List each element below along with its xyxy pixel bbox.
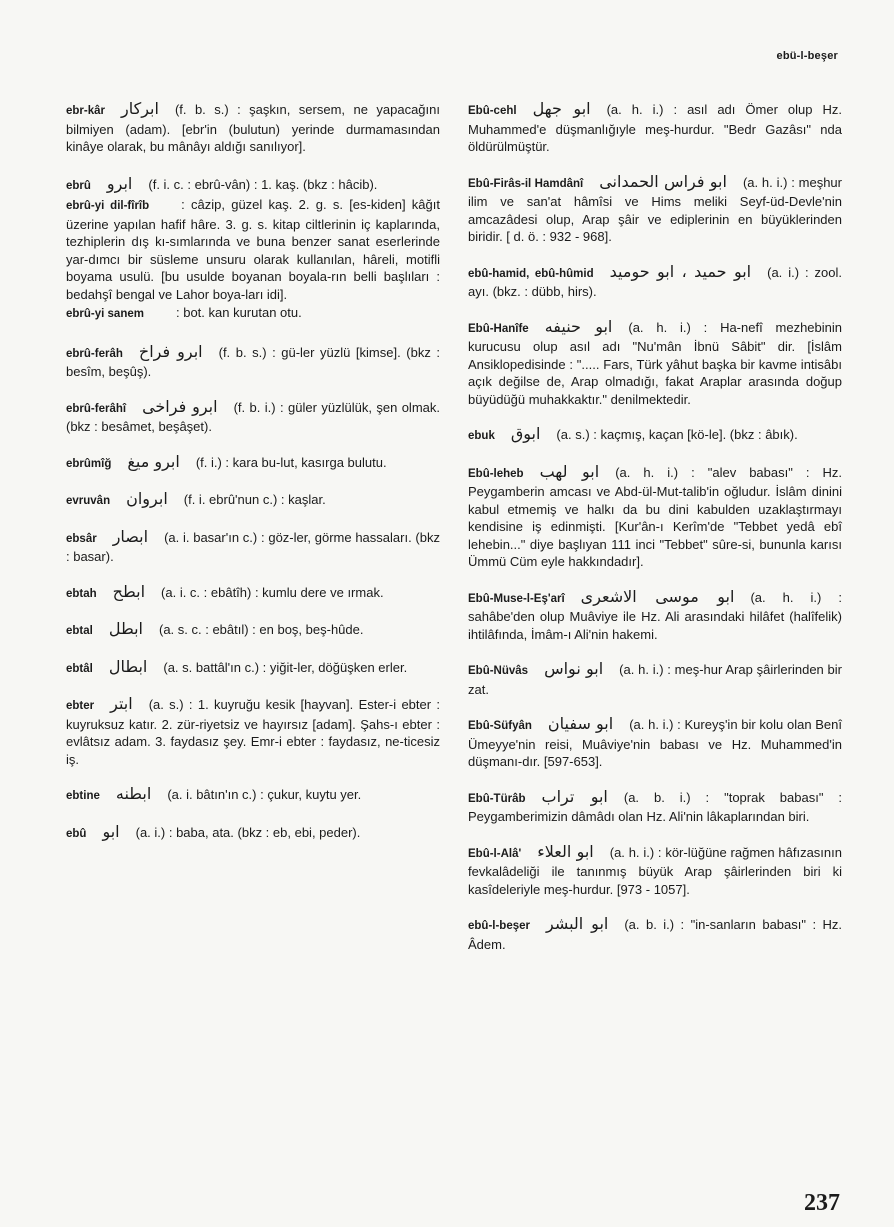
dictionary-entry — [468, 588, 842, 644]
entry-arabic-script: ابو سفيان — [547, 714, 614, 733]
dictionary-entry — [468, 788, 842, 826]
entry-definition: (a. i.) : baba, ata. (bkz : eb, ebi, peder). — [135, 824, 361, 840]
entry-headword: ebsâr — [66, 532, 97, 545]
entry-headword: ebrûmîğ — [66, 457, 112, 470]
entry-headword: ebr-kâr — [66, 105, 105, 117]
entry-definition: (a. i. bâtın'ın c.) : çukur, kuytu yer. — [167, 787, 362, 802]
entry-headword: ebter — [66, 700, 95, 712]
entry-headword: ebrû-ferâhî — [66, 402, 127, 415]
entry-definition: (a. s.) : kaçmış, kaçan [kö-le]. (bkz : âbık). — [556, 427, 798, 442]
entry-arabic-script: ابرو فراخ — [138, 341, 203, 361]
dictionary-entry — [468, 715, 842, 771]
entry-headword: ebtal — [66, 625, 93, 637]
entry-headword: ebû-l-beşer — [468, 920, 530, 932]
entry-arabic-script: ابوق — [510, 424, 541, 443]
entry-definition: (a. h. i.) : sahâbe'den olup Muâviye ile Hz. Ali arasındaki hilâfet (halîfelik) ihtilâfında, İmâm-ı Ali'nin hakemi. — [468, 589, 842, 642]
entry-definition: (a. h. i.) : meşhur ilim ve san'at hâmîsi ve Hims meliki Seyf-üd-Devle'nin amcazâdesi olup, Arap şâir ve ediplerinin en büyüklerinden biridir. [ d. ö. : 932 - 968]. — [468, 174, 842, 244]
entry-arabic-script: ابصار — [112, 526, 149, 546]
dictionary-entry — [66, 583, 440, 604]
entry-arabic-script: ابو فراس الحمدانى — [599, 171, 727, 191]
entry-definition: (f. i. c. : ebrû-vân) : 1. kaş. (bkz : hâcib). — [148, 176, 378, 192]
entry-arabic-script: ابو البشر — [546, 914, 609, 933]
entry-arabic-script: ابو العلاء — [537, 841, 594, 861]
entry-headword: ebû — [66, 827, 87, 840]
entry-arabic-script: ابطل — [108, 619, 143, 638]
entry-definition: : bot. kan kurutan otu. — [175, 305, 302, 320]
entry-definition: (a. h. i.) : Ha-nefî mezhebinin kurucusu olup asıl adı "Nu'mân İbnü Sâbit" dir. [İslâm Ansiklopedisinde : "..... Fars, Türk yâhut başka bir kavme intisâbı açık değilse de, Arap olmadığı, fakat Araplar arasında doğup büyüdüğü muhakkaktır." denilmektedir. — [468, 319, 842, 407]
entry-headword: ebû-hamid, ebû-hûmid — [468, 267, 594, 280]
entry-definition: (a. h. i.) : meş-hur Arap şâirlerinden bir zat. — [468, 662, 842, 697]
dictionary-entry — [468, 915, 842, 953]
entry-definition: (a. s. c. : ebâtıl) : en boş, beş-hûde. — [158, 622, 364, 637]
dictionary-entry — [66, 620, 440, 641]
dictionary-entry — [468, 173, 842, 246]
dictionary-entry — [468, 463, 842, 571]
entry-arabic-script: ابطح — [112, 581, 146, 601]
entry-definition: (a. b. i.) : "in-sanların babası" : Hz. Âdem. — [468, 917, 843, 952]
dictionary-entry — [468, 425, 842, 446]
entry-definition: (a. s. battâl'ın c.) : yiğit-ler, döğüşken erler. — [163, 659, 408, 675]
entry-definition: : câzip, güzel kaş. 2. g. s. [es-kiden] kâğıt üzerine yapılan hafif hâre. 3. g. s. kitap ciltlerinin iç kaplarında, tezhiplerin dış kı-sımlarında ve buna benzer sanat eserlerinde yar-dımcı bir süsleme unsuru olarak kullanılan, hâreli, motifli boyama usulü. [bu usulde boyanan boyala-rın belli başlıları : bedahşî bengal ve Lahor boya-ları idi]. — [66, 197, 440, 302]
entry-definition: (a. s.) : 1. kuyruğu kesik [hayvan]. Ester-i ebter : kuyruksuz katır. 2. zür-riyetsiz ve hayırsız [adam]. Şahs-ı ebter : evlâtsız adam. 3. faydasız şey. Emr-i ebter : faydasız, ne-ticesiz iş. — [66, 697, 440, 767]
running-head: ebü-l-beşer — [776, 50, 838, 62]
entry-arabic-script: ابو تراب — [541, 786, 608, 806]
entry-headword: ebrû-yi sanem — [66, 308, 144, 320]
entry-headword: Ebû-cehl — [468, 105, 517, 117]
dictionary-entry — [66, 823, 440, 844]
entry-arabic-script: ابو لهب — [539, 461, 600, 481]
entry-definition: (f. b. s.) : şaşkın, sersem, ne yapacağını bilmiyen (adam). [ebr'in (bulutun) yerinde durmamasından kinâye olarak, bu mânâyı aldığı sanılıyor]. — [66, 102, 440, 154]
entry-arabic-script: ابو جهل — [532, 99, 591, 118]
entry-headword: ebrû-yi dil-fîrîb — [66, 200, 150, 212]
left-column — [66, 100, 440, 843]
entry-definition: (a. h. i.) : asıl adı Ömer olup Hz. Muhammed'e düşmanlığıyle meş-hurdur. "Bedr Gazâsı" nda öldürülmüştür. — [468, 102, 842, 154]
entry-arabic-script: ابتر — [110, 694, 133, 713]
entry-headword: Ebû-Süfyân — [468, 720, 532, 732]
dictionary-entry — [468, 100, 842, 156]
entry-headword: Ebû-leheb — [468, 467, 524, 480]
entry-headword: ebtah — [66, 587, 97, 600]
dictionary-entry — [66, 303, 440, 324]
dictionary-entry — [66, 695, 440, 768]
dictionary-entry — [66, 343, 440, 381]
entry-arabic-script: ابو نواس — [544, 659, 604, 678]
dictionary-entry — [66, 100, 440, 156]
dictionary-entry — [66, 453, 440, 474]
entry-definition: (a. i. c. : ebâtîh) : kumlu dere ve ırmak. — [161, 584, 384, 600]
entry-headword: ebtine — [66, 790, 100, 802]
entry-definition: (a. i. basar'ın c.) : göz-ler, görme hassaları. (bkz : basar). — [66, 529, 440, 564]
entry-arabic-script: ابو حميد ، ابو حوميد — [609, 261, 752, 281]
entry-headword: Ebû-Firâs-il Hamdânî — [468, 177, 584, 190]
entry-arabic-script: ابو حنيفه — [544, 316, 613, 336]
entry-definition: (a. i.) : zool. ayı. (bkz. : dübb, hirs). — [468, 264, 842, 299]
entry-headword: ebrû — [66, 179, 91, 192]
dictionary-entry — [66, 528, 440, 566]
dictionary-entry — [66, 175, 440, 196]
entry-arabic-script: ابرو فراخى — [142, 396, 218, 416]
entry-definition: (a. h. i.) : "alev babası" : Hz. Peygamberin amcası ve Abd-ül-Mut-talib'in oğludur. İslâm dinini kabul etmemiş ve halkı da bu dini kabulden uzaklaştırmayı kendisine iş edinmişti. [Kur'ân-ı Kerîm'de "Tebbet yedâ ebî lehebin..." diye başlıyan 111 inci "Tebbet" sûre-si, bununla karısı Ümmü Cüm eyle hakkındadır]. — [468, 464, 842, 569]
entry-arabic-script: ابو موسى الاشعرى — [580, 586, 735, 606]
page-number: 237 — [804, 1190, 840, 1216]
entry-arabic-script: ابروان — [126, 489, 168, 508]
entry-headword: Ebû-l-Alâ' — [468, 847, 522, 860]
dictionary-entry — [66, 398, 440, 436]
entry-arabic-script: ابو — [102, 821, 120, 841]
right-column — [468, 100, 842, 953]
entry-definition: (f. i. ebrû'nun c.) : kaşlar. — [183, 492, 326, 507]
entry-definition: (a. b. i.) : "toprak babası" : Peygamberimizin dâmâdı olan Hz. Ali'nin lâkaplarından biri. — [468, 789, 842, 824]
entry-arabic-script: ابطال — [108, 656, 148, 676]
entry-definition: (f. b. i.) : güler yüzlülük, şen olmak. (bkz : besâmet, beşâşet). — [66, 399, 440, 434]
dictionary-entry — [468, 263, 842, 301]
dictionary-entry — [66, 785, 440, 806]
entry-headword: evruvân — [66, 495, 111, 507]
entry-definition: (a. h. i.) : Kureyş'in bir kolu olan Benî Ümeyye'nin reisi, Muâviye'nin babası ve Hz. Muhammed'in düşmanı-dır. [597-653]. — [468, 717, 843, 769]
entry-headword: ebtâl — [66, 662, 93, 675]
entry-headword: Ebû-Türâb — [468, 792, 526, 805]
entry-headword: Ebû-Hanîfe — [468, 322, 529, 335]
dictionary-entry — [66, 195, 440, 303]
dictionary-entry — [66, 490, 440, 511]
entry-headword: ebuk — [468, 430, 495, 442]
entry-definition: (f. i.) : kara bu-lut, kasırga bulutu. — [195, 454, 387, 470]
dictionary-entry — [468, 318, 842, 409]
entry-arabic-script: ابرو ميغ — [127, 451, 180, 471]
entry-headword: ebrû-ferâh — [66, 347, 123, 360]
entry-arabic-script: ابركار — [121, 99, 159, 118]
dictionary-entry — [66, 658, 440, 679]
entry-headword: Ebû-Muse-l-Eş'arî — [468, 592, 565, 605]
dictionary-entry — [468, 660, 842, 698]
entry-definition: (f. b. s.) : gü-ler yüzlü [kimse]. (bkz : besîm, beşûş). — [66, 344, 440, 379]
dictionary-entry — [468, 843, 842, 899]
entry-definition: (a. h. i.) : kör-lüğüne rağmen hâfızasının fevkalâdeliği ile tanınmış büyük Arap şâirlerinden biri ki kasîdeleriyle meş-hurdur. [973 - 1057]. — [468, 844, 842, 897]
entry-headword: Ebû-Nüvâs — [468, 665, 529, 677]
entry-arabic-script: ابرو — [106, 173, 133, 193]
entry-arabic-script: ابطنه — [115, 784, 152, 803]
